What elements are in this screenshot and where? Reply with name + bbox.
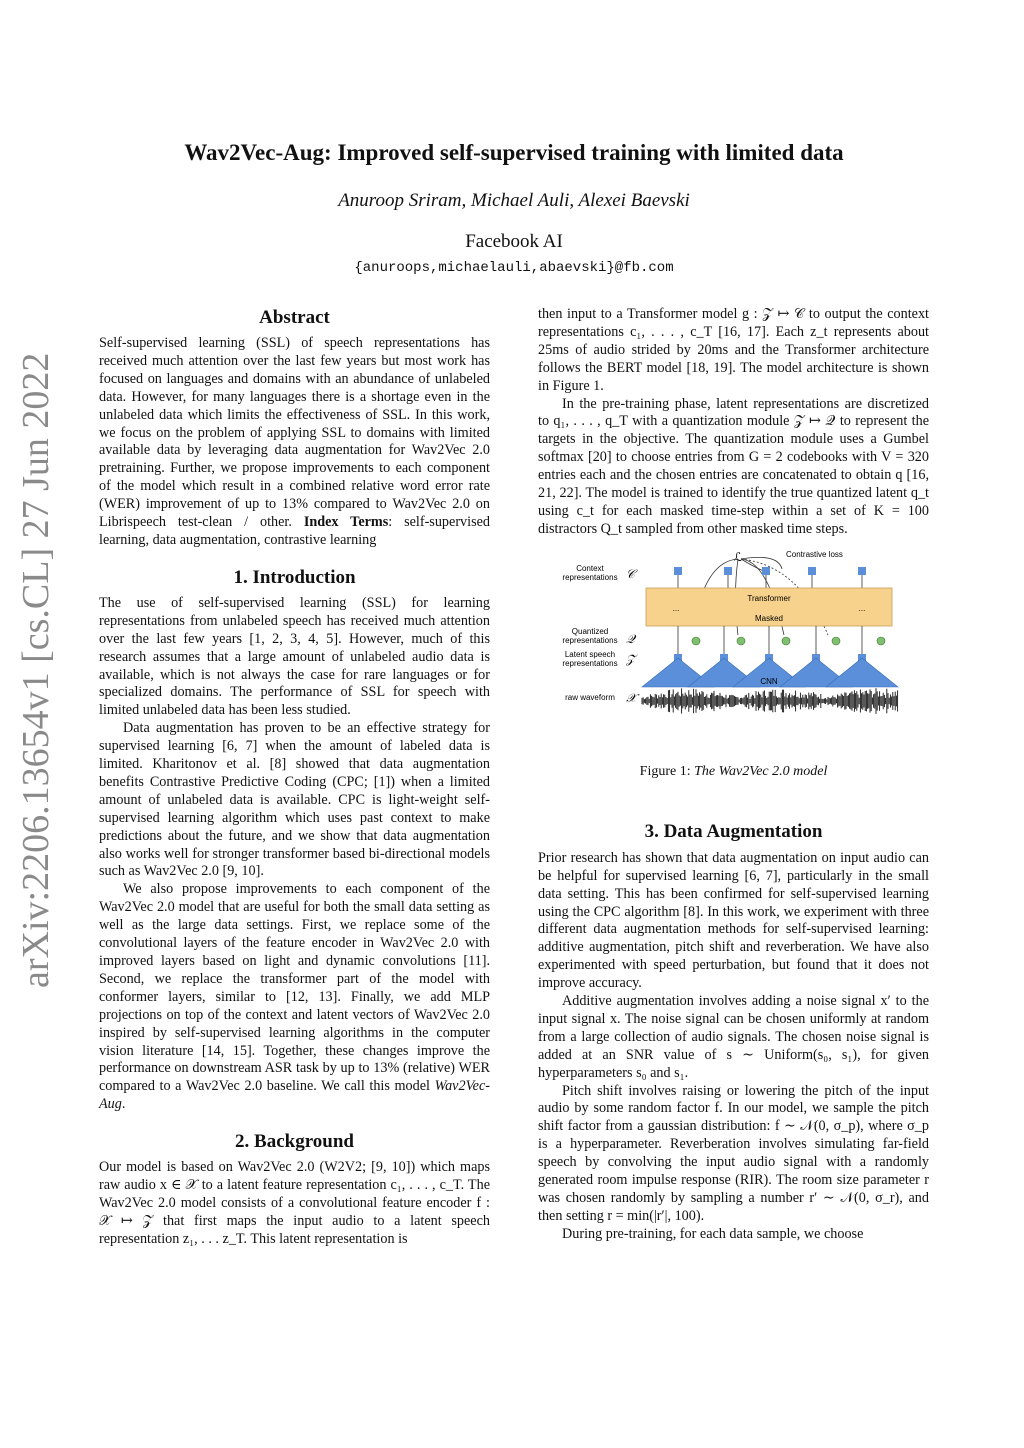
context-node <box>858 567 866 575</box>
context-nodes <box>674 567 866 588</box>
quantized-node <box>692 637 700 645</box>
background-paragraph-1: Our model is based on Wav2Vec 2.0 (W2V2; [9, 10]) which maps raw audio x ∈ 𝒳 to a latent feature representation c₁, . . . , c_T. The Wav2Vec 2.0 model consists of a convolutional feature encoder f : 𝒳 ↦ 𝒵 that first maps the input audio to a latent speech representation z₁, . . . z_T. This latent representation is <box>99 1159 490 1247</box>
wav2vec-diagram <box>538 549 929 755</box>
figure-1 <box>538 549 929 780</box>
waveform-path <box>642 688 898 714</box>
arxiv-identifier: arXiv:2206.13654v1 [cs.CL] 27 Jun 2022 <box>15 352 57 988</box>
latent-label-1: Latent speech <box>564 649 616 659</box>
context-node <box>762 567 770 575</box>
context-symbol: 𝒞 <box>626 566 635 581</box>
abstract-heading: Abstract <box>259 307 330 328</box>
transformer-label: Transformer <box>747 593 791 603</box>
quantized-label-2: representations <box>562 635 618 645</box>
masked-label: Masked <box>754 613 784 623</box>
raw-symbol: 𝒳 <box>626 690 637 705</box>
introduction-heading: 1. Introduction <box>233 566 356 588</box>
context-node <box>808 567 816 575</box>
augmentation-paragraph-4: During pre-training, for each data sample, we choose <box>562 1225 864 1242</box>
loss-curve-6 <box>741 559 765 571</box>
intro-paragraph-3: We also propose improvements to each component of the Wav2Vec 2.0 model that are useful for both the small data setting as well as the large data settings. First, we replace some of the convolutional layers of the feature encoder in Wav2Vec 2.0 with improved layers based on light and dynamic convolutions [11]. Second, we replace the transformer part of the model with conformer layers, similar to [12, 13]. Finally, we add MLP projections on top of the context and latent vectors of Wav2Vec 2.0 inspired by self-supervised learning algorithms in the computer vision literature [14, 15]. Together, these changes improve the performance on downstream ASR task by up to 13% (relative) WER compared to a Wav2Vec 2.0 baseline. We call this model Wav2Vec-Aug. <box>99 881 490 1113</box>
intro-paragraph-2: Data augmentation has proven to be an effective strategy for supervised learning [6, 7] when the amount of labeled data is limited. Kharitonov et al. [8] showed that data augmentation benefits Contrastive Predictive Coding (CPC; [1]) when a limited amount of unlabeled data is available. CPC is light-weight self-supervised learning algorithm which uses past context to make predictions about the future, and we show that data augmentation also works well for stronger transformer based bi-directional models such as Wav2Vec 2.0 [9, 10]. <box>99 720 490 880</box>
cnn-triangle <box>826 658 898 687</box>
context-node <box>724 567 732 575</box>
augmentation-paragraph-3: Pitch shift involves raising or lowering the pitch of the input audio by some random factor f. In our model, we sample the pitch shift factor from a gaussian distribution: f ∼ 𝒩(0, σ_p), where σ_p is a hyperparameter. Reverberation involves simulating far-field speech by convolving the input audio signal with a randomly generated room impulse response (RIR). The room size parameter r was chosen randomly by sampling a number r′ ∼ 𝒩(0, σ_r), and then setting r = min(|r′|, 100). <box>538 1082 929 1224</box>
raw-waveform-label: raw waveform <box>565 692 615 702</box>
quantized-node <box>832 637 840 645</box>
latent-symbol: 𝒵 <box>626 651 636 666</box>
cnn-label: CNN <box>760 676 778 686</box>
ellipsis-left: ... <box>672 603 680 613</box>
model-name: Wav2Vec-Aug <box>99 1078 490 1113</box>
contrastive-loss-text: Contrastive loss <box>786 549 843 559</box>
raw-waveform <box>642 688 898 714</box>
context-label-2: representations <box>562 572 618 582</box>
background-heading: 2. Background <box>235 1131 354 1153</box>
index-terms: : self-supervised learning, data augmentation, contrastive learning <box>99 514 490 548</box>
latent-label-2: representations <box>562 658 618 668</box>
quantized-nodes <box>692 637 885 645</box>
index-terms-label: Index Terms <box>303 514 389 531</box>
quantized-node <box>737 637 745 645</box>
augmentation-paragraph-2: Additive augmentation involves adding a noise signal x′ to the input signal x. The noise signal can be chosen uniformly at random from a large collection of audio signals. The chosen noise signal is added at an SNR value of s ∼ Uniform(s₀, s₁), for given hyperparameters s₀ and s₁. <box>538 993 929 1081</box>
quantized-node <box>782 637 790 645</box>
context-label-1: Context <box>576 563 604 573</box>
figure-1-caption: Figure 1: The Wav2Vec 2.0 model <box>639 763 828 779</box>
paper-authors: Anuroop Sriram, Michael Auli, Alexei Baevski <box>338 190 690 211</box>
abstract-text: Self-supervised learning (SSL) of speech representations has received much attention over the last few years but most work has focused on languages and domains with an abundance of unlabeled data. However, for many languages there is a shortage even in the unlabeled data which limits the effectiveness of SSL. In this work, we focus on the problem of applying SSL to domains with limited available data by leveraging data augmentation for Wav2Vec 2.0 pretraining. Further, we propose improvements to each component of the model which result in a combined relative word error rate (WER) improvement of up to 13% compared to Wav2Vec 2.0 on Librispeech test-clean / other. Index Terms: self-supervised learning, data augmentation, contrastive learning <box>99 335 490 548</box>
quantized-node <box>877 637 885 645</box>
intro-paragraph-1: The use of self-supervised learning (SSL) for learning representations from unlabeled speech has received much attention over the last few years [1, 2, 3, 4, 5]. However, much of this research assumes that a large amount of unlabeled audio data is available, which is not always the case for rare languages or for specialized domains. The performance of SSL for speech with limited unlabeled data has been less studied. <box>99 594 490 719</box>
paper-title: Wav2Vec-Aug: Improved self-supervised training with limited data <box>184 140 844 165</box>
paper-email: {anuroops,michaelauli,abaevski}@fb.com <box>354 260 674 276</box>
background-paragraph-3: In the pre-training phase, latent representations are discretized to q₁, . . . , q_T with a quantization module 𝒵 ↦ 𝒬 to represent the targets in the objective. The quantization module uses a Gumbel softmax [20] to choose entries from G = 2 codebooks with V = 320 entries each and the chosen entries are concatenated to obtain q [16, 21, 22]. The model is trained to identify the true quantized latent q_t using c_t for each masked time-step within a set of K = 100 distractors Q_t sampled from other masked time steps. <box>538 395 929 537</box>
augmentation-paragraph-1: Prior research has shown that data augmentation on input audio can be helpful for supervised learning [6, 7], particularly in the small data setting. This has been confirmed for self-supervised learning using the CPC algorithm [8]. In this work, we experiment with three different data augmentation methods for self-supervised learning: additive augmentation, pitch shift and reverberation. We have also experimented with speed perturbation, but found that it does not improve accuracy. <box>538 849 929 992</box>
paper-affiliation: Facebook AI <box>465 231 563 252</box>
context-node <box>674 567 682 575</box>
quantized-label-1: Quantized <box>571 626 609 636</box>
quantized-symbol: 𝒬 <box>626 631 635 646</box>
data-augmentation-heading: 3. Data Augmentation <box>644 820 823 842</box>
right-column <box>538 306 929 1244</box>
ellipsis-right: ... <box>858 603 866 613</box>
background-paragraph-2: then input to a Transformer model g : 𝒵 ↦ 𝒞 to output the context representations c₁, . . . , c_T [16, 17]. Each z_t represents about 25ms of audio strided by 20ms and the Transformer architecture follows the BERT model [18, 19]. The model architecture is shown in Figure 1. <box>538 306 929 394</box>
left-column <box>99 306 490 1249</box>
loss-symbol: ℒ <box>734 549 743 564</box>
